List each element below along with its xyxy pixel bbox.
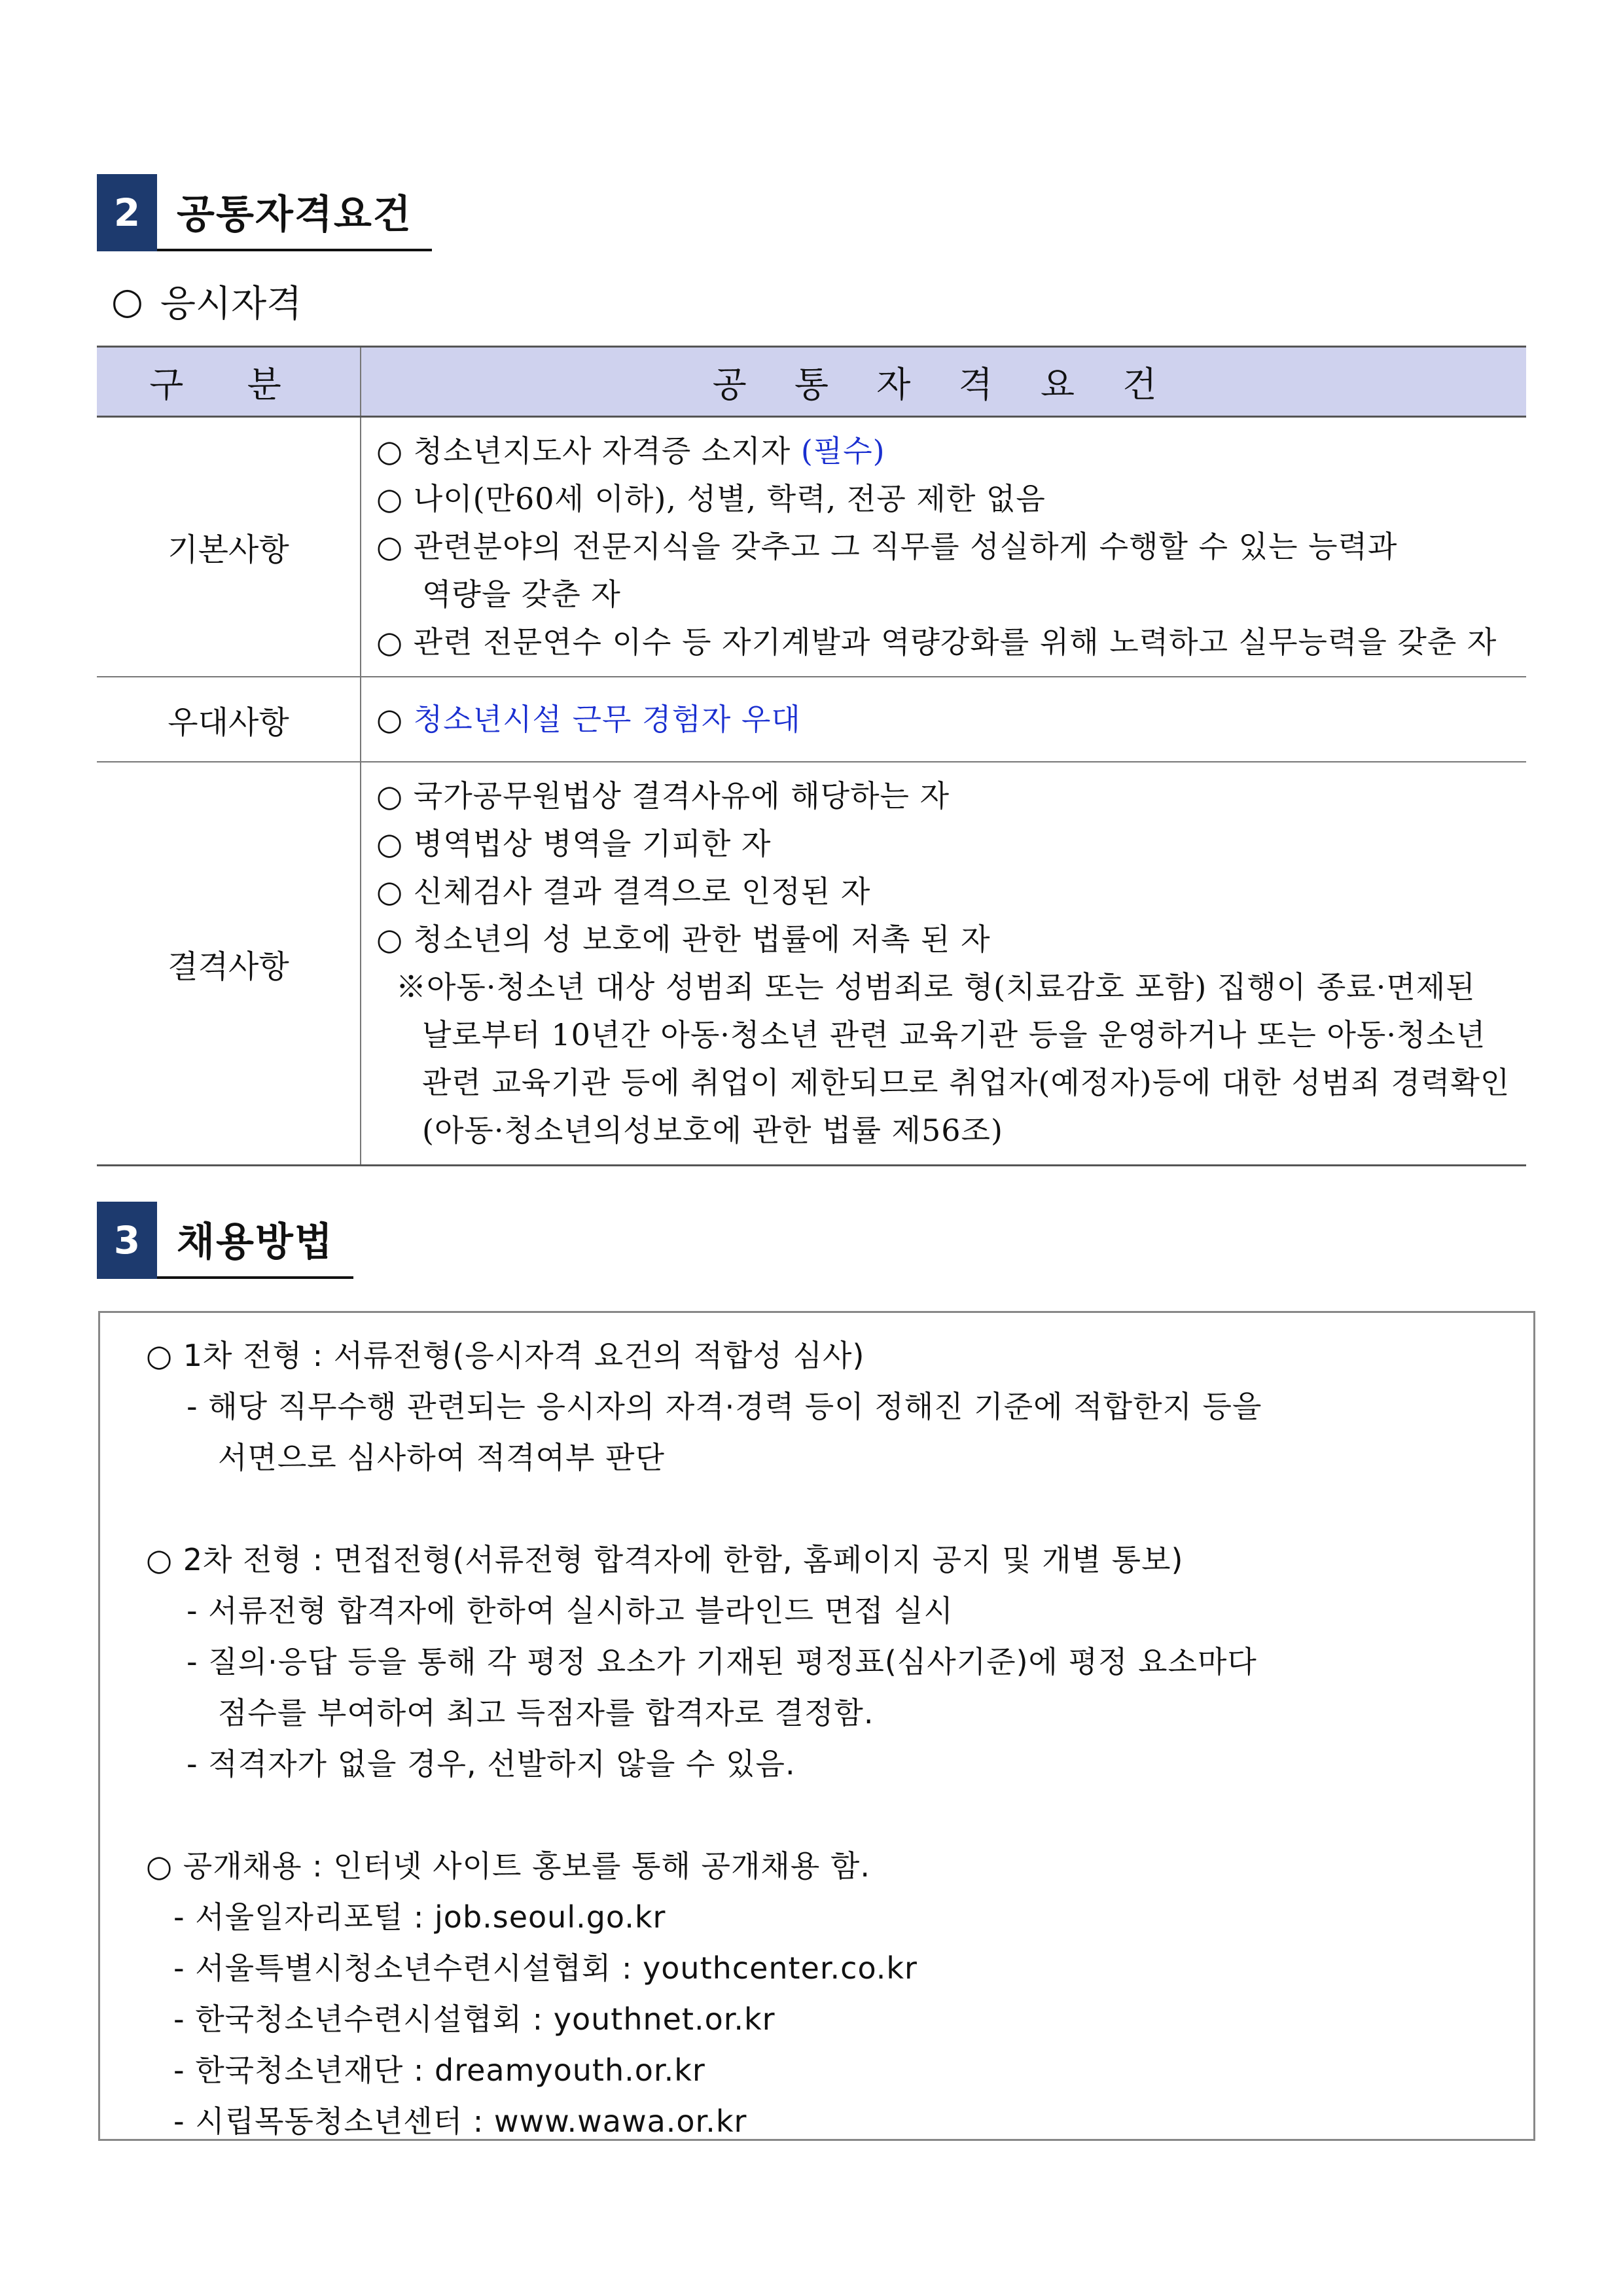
stage2-line-1: - 서류전형 합격자에 한하여 실시하고 블라인드 면접 실시 <box>187 1593 954 1628</box>
row-label-preferred: 우대사항 <box>97 677 361 762</box>
section-title: 채용방법 <box>157 1202 353 1279</box>
row-content-basic <box>361 417 1526 677</box>
site-link[interactable]: - 한국청소년수련시설협회 : youthnet.or.kr <box>173 2001 776 2037</box>
table-header-row <box>97 347 1526 417</box>
site-link[interactable]: - 서울특별시청소년수련시설협회 : youthcenter.co.kr <box>173 1950 918 1986</box>
section-number: 2 <box>97 174 157 251</box>
circle-bullet-icon: ○ <box>111 279 143 323</box>
row-content-disqualify <box>361 762 1526 1166</box>
note-line-2: 날로부터 10년간 아동·청소년 관련 교육기관 등을 운영하거나 또는 아동·청소년 <box>422 1017 1486 1052</box>
note-line-4: (아동·청소년의성보호에 관한 법률 제56조) <box>422 1113 1003 1148</box>
section-number: 3 <box>97 1202 157 1279</box>
required-highlight: (필수) <box>800 433 885 469</box>
note-line-3: 관련 교육기관 등에 취업이 제한되므로 취업자(예정자)등에 대한 성범죄 경력확인 <box>422 1065 1510 1100</box>
circle-bullet-icon: ○ <box>376 701 404 737</box>
basic-line-4: 역량을 갖춘 자 <box>422 577 621 612</box>
preferred-text: 청소년시설 근무 경험자 우대 <box>413 701 801 737</box>
subsection-title: 응시자격 <box>160 283 302 325</box>
row-label-disqualify: 결격사항 <box>97 762 361 1166</box>
stage2-line-2: - 질의·응답 등을 통해 각 평정 요소가 기재된 평정표(심사기준)에 평정 요소마다 <box>187 1644 1257 1679</box>
header-category: 구 분 <box>97 347 361 417</box>
disqualify-line-2: ○ 병역법상 병역을 기피한 자 <box>376 826 772 861</box>
stage1-title: ○ 1차 전형 : 서류전형(응시자격 요건의 적합성 심사) <box>146 1338 865 1373</box>
basic-line-3: ○ 관련분야의 전문지식을 갖추고 그 직무를 성실하게 수행할 수 있는 능력과 <box>376 529 1398 564</box>
stage1-line-2: 서면으로 심사하여 적격여부 판단 <box>218 1440 665 1475</box>
section-title: 공통자격요건 <box>157 174 432 251</box>
requirements-table <box>97 346 1526 1166</box>
note-line-1: ※아동·청소년 대상 성범죄 또는 성범죄로 형(치료감호 포함) 집행이 종료·면제된 <box>396 969 1476 1005</box>
stage2-line-4: - 적격자가 없을 경우, 선발하지 않을 수 있음. <box>187 1746 796 1782</box>
row-label-basic: 기본사항 <box>97 417 361 677</box>
stage2-title: ○ 2차 전형 : 면접전형(서류전형 합격자에 한함, 홈페이지 공지 및 개별 통보) <box>146 1542 1184 1577</box>
table-row-disqualify <box>97 762 1526 1166</box>
site-link[interactable]: - 한국청소년재단 : dreamyouth.or.kr <box>173 2053 705 2088</box>
subsection-header <box>111 275 302 327</box>
table-row-preferred <box>97 677 1526 762</box>
stage2-line-3: 점수를 부여하여 최고 득점자를 합격자로 결정함. <box>218 1695 874 1731</box>
site-link[interactable]: - 시립목동청소년센터 : www.wawa.or.kr <box>173 2104 747 2139</box>
row-content-preferred <box>361 677 1526 762</box>
section-3-header <box>97 1202 353 1279</box>
disqualify-line-3: ○ 신체검사 결과 결격으로 인정된 자 <box>376 874 871 909</box>
section-2-header <box>97 174 432 251</box>
public-title: ○ 공개채용 : 인터넷 사이트 홍보를 통해 공개채용 함. <box>146 1848 870 1884</box>
basic-line-1: ○ 청소년지도사 자격증 소지자 (필수) <box>376 433 885 469</box>
disqualify-line-1: ○ 국가공무원법상 결격사유에 해당하는 자 <box>376 778 950 814</box>
table-row-basic <box>97 417 1526 677</box>
stage1-line-1: - 해당 직무수행 관련되는 응시자의 자격·경력 등이 정해진 기준에 적합한지 등을 <box>187 1389 1262 1424</box>
method-box <box>98 1311 1535 2141</box>
basic-line-5: ○ 관련 전문연수 이수 등 자기계발과 역량강화를 위해 노력하고 실무능력을 갖춘 자 <box>376 624 1497 660</box>
disqualify-line-4: ○ 청소년의 성 보호에 관한 법률에 저촉 된 자 <box>376 922 991 957</box>
basic-line-2: ○ 나이(만60세 이하), 성별, 학력, 전공 제한 없음 <box>376 481 1046 516</box>
site-link[interactable]: - 서울일자리포털 : job.seoul.go.kr <box>173 1899 666 1935</box>
header-requirements: 공 통 자 격 요 건 <box>361 347 1526 417</box>
